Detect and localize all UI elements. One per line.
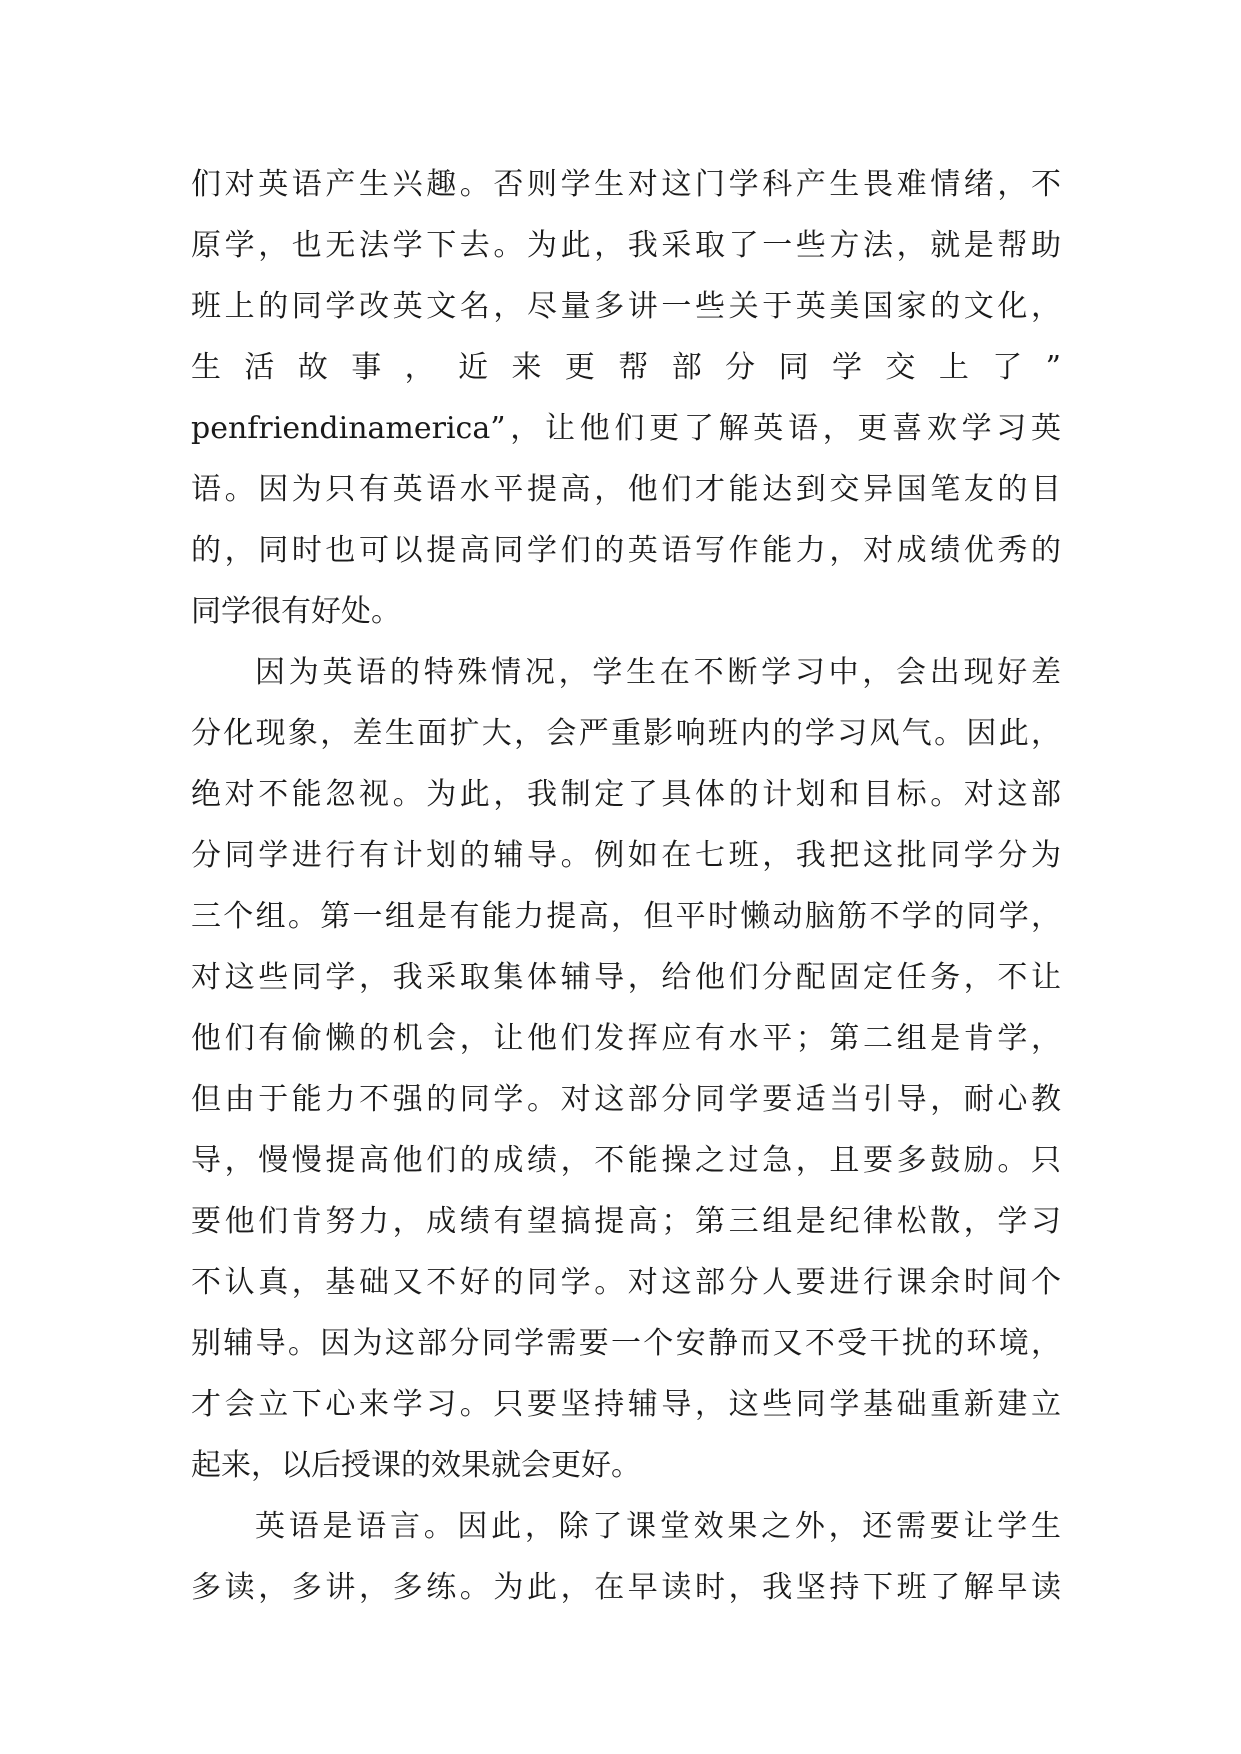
text-line: 他们有偷懒的机会，让他们发挥应有水平；第二组是肯学， xyxy=(191,1021,1061,1056)
paragraph-first-line: 英语是语言。因此，除了课堂效果之外，还需要让学生 xyxy=(255,1509,1061,1544)
text-line: 对这些同学，我采取集体辅导，给他们分配固定任务，不让 xyxy=(191,960,1061,995)
text-line: 别辅导。因为这部分同学需要一个安静而又不受干扰的环境， xyxy=(191,1326,1061,1361)
text-line: 原学，也无法学下去。为此，我采取了一些方法，就是帮助 xyxy=(191,228,1061,263)
text-line: 班上的同学改英文名，尽量多讲一些关于英美国家的文化， xyxy=(191,289,1061,324)
text-line: 的，同时也可以提高同学们的英语写作能力，对成绩优秀的 xyxy=(191,533,1061,568)
paragraph-first-line: 因为英语的特殊情况，学生在不断学习中，会出现好差 xyxy=(255,655,1061,690)
text-line: 要他们肯努力，成绩有望搞提高；第三组是纪律松散，学习 xyxy=(191,1204,1061,1239)
text-line: 多读，多讲，多练。为此，在早读时，我坚持下班了解早读 xyxy=(191,1570,1061,1605)
text-line: 导，慢慢提高他们的成绩，不能操之过急，且要多鼓励。只 xyxy=(191,1143,1061,1178)
text-line: 不认真，基础又不好的同学。对这部分人要进行课余时间个 xyxy=(191,1265,1061,1300)
text-line: 分化现象，差生面扩大，会严重影响班内的学习风气。因此， xyxy=(191,716,1061,751)
text-line: 但由于能力不强的同学。对这部分同学要适当引导，耐心教 xyxy=(191,1082,1061,1117)
text-line: 起来，以后授课的效果就会更好。 xyxy=(191,1448,641,1483)
text-line: 绝对不能忽视。为此，我制定了具体的计划和目标。对这部 xyxy=(191,777,1061,812)
body-text xyxy=(191,154,1061,1618)
text-line: 们对英语产生兴趣。否则学生对这门学科产生畏难情绪，不 xyxy=(191,167,1061,202)
text-line: penfriendinamerica”，让他们更了解英语，更喜欢学习英 xyxy=(191,411,1061,446)
text-line: 分同学进行有计划的辅导。例如在七班，我把这批同学分为 xyxy=(191,838,1061,873)
text-line: 语。因为只有英语水平提高，他们才能达到交异国笔友的目 xyxy=(191,472,1061,507)
text-line: 三个组。第一组是有能力提高，但平时懒动脑筋不学的同学， xyxy=(191,899,1061,934)
text-line: 生 活 故 事 ， 近 来 更 帮 部 分 同 学 交 上 了 ” xyxy=(191,350,1061,385)
text-line: 才会立下心来学习。只要坚持辅导，这些同学基础重新建立 xyxy=(191,1387,1061,1422)
text-line: 同学很有好处。 xyxy=(191,594,401,629)
